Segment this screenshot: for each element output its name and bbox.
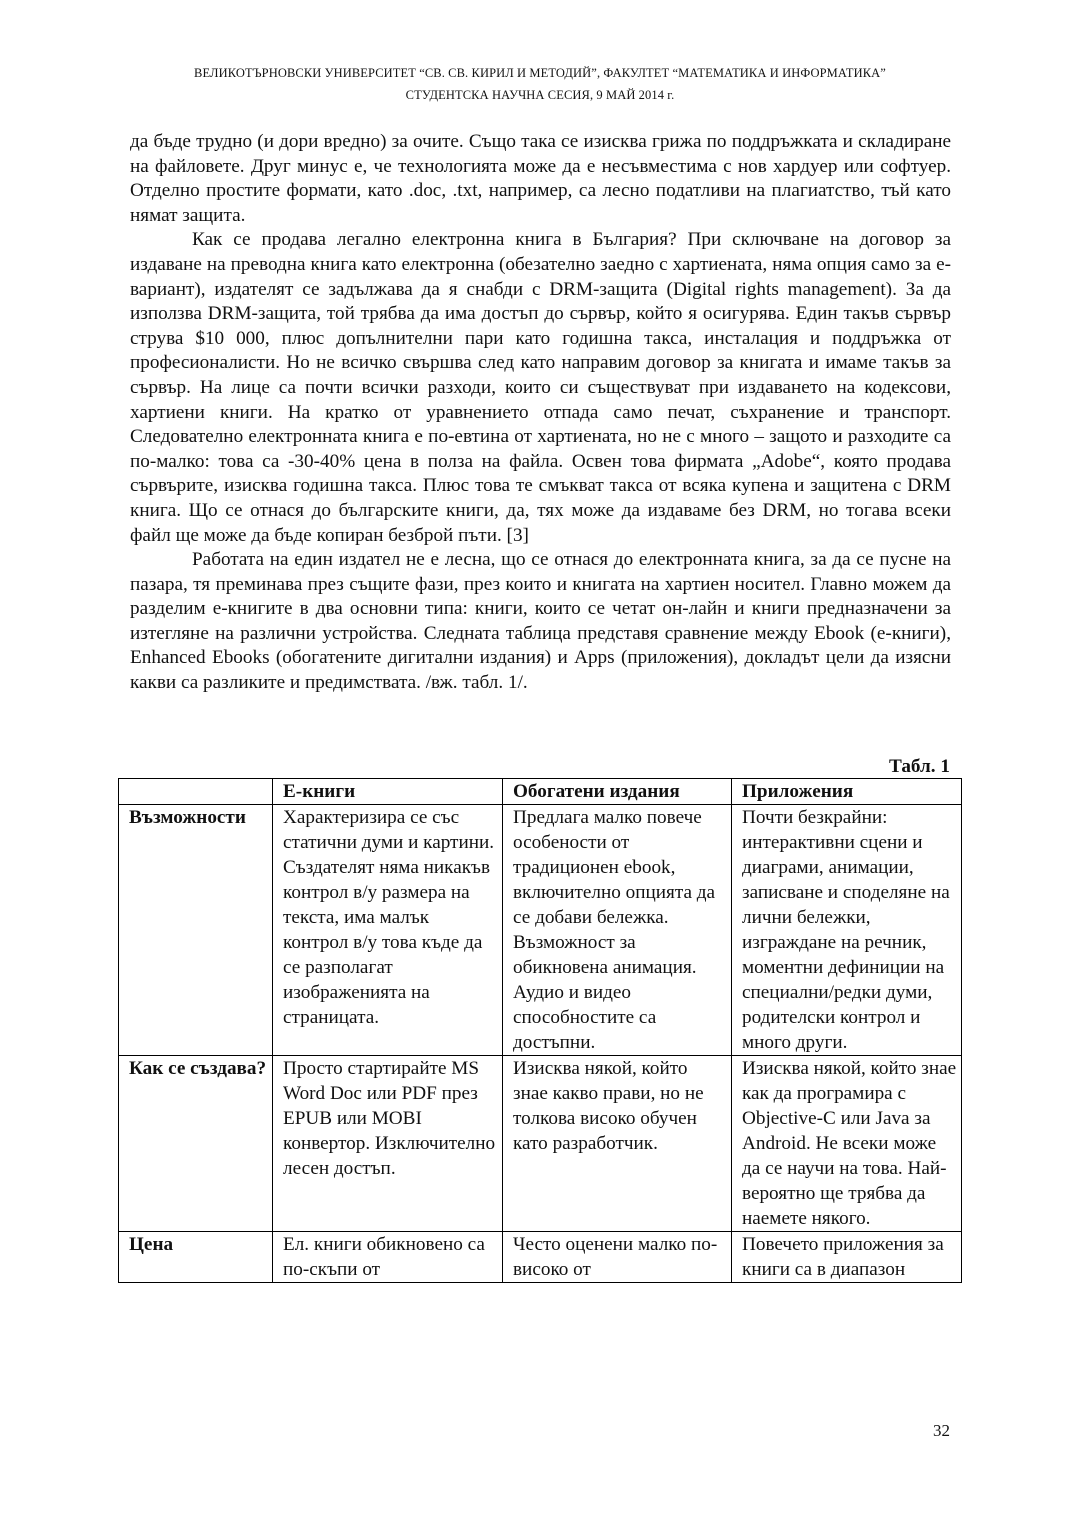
table-label: Табл. 1 <box>889 756 950 777</box>
row-head-capabilities: Възможности <box>119 805 273 1056</box>
table-header-empty <box>119 779 273 805</box>
table-cell: Просто стартирайте MS Word Doc или PDF през EPUB или MOBI конвертор. Изключително лесен достъп. <box>273 1056 503 1232</box>
table-row <box>119 1232 962 1283</box>
table-cell: Предлага малко повече особености от традиционен ebook, включително опцията да се добави бележка. Възможност за обикновена анимация. Аудио и видео способностите са достъпни. <box>503 805 732 1056</box>
table-header-apps: Приложения <box>732 779 962 805</box>
table-cell: Често оценени малко по-високо от <box>503 1232 732 1283</box>
paragraph-publisher-work: Работата на един издател не е лесна, що се отнася до електронната книга, за да се пусне на пазара, тя преминава през същите фази, през които и книгата на хартиен носител. Главно можем да разделим е-книгите в два основни типа: книги, които се четат он-лайн и книги предназначени за изтегляне на различни устройства. Следната таблица представя сравнение между Ebook (е-книги), Enhanced Ebooks (обогатените дигитални издания) и Apps (приложения), докладът цели да изясни какви са разликите и предимствата. /вж. табл. 1/. <box>130 549 951 694</box>
running-header-session: СТУДЕНТСКА НАУЧНА СЕСИЯ, 9 МАЙ 2014 г. <box>405 88 675 102</box>
table-cell: Почти безкрайни: интерактивни сцени и диаграми, анимации, записване и споделяне на лични бележки, изграждане на речник, моментни дефиниции на специални/редки думи, родителски контрол и много други. <box>732 805 962 1056</box>
table-row <box>119 1056 962 1232</box>
paragraph-continuation: да бъде трудно (и дори вредно) за очите. Също така се изисква грижа по поддръжката и складиране на файловете. Друг минус е, че технологията може да е несъвместима с нов хардуер или софтуер. Отделно простите формати, като .doc, .txt, например, са лесно податливи на плагиатство, тъй като нямат защита. <box>130 131 951 226</box>
table-cell: Изисква някой, който знае какво прави, но не толкова високо обучен като разработчик. <box>503 1056 732 1232</box>
paragraph-drm-pricing: Как се продава легално електронна книга в България? При сключване на договор за издаване на преводна книга като електронна (обезателно заедно с хартиената, няма опция само за е-вариант), издателят се задължава да я снабди с DRM-защита (Digital rights management). За да използва DRM-защита, той трябва да има достъп до сървър, който я осигурява. Един такъв сървър струва $10 000, плюс допълнителни пари като годишна такса, инсталация и поддръжка от професионалисти. Но не всичко свършва след като направим договор за книгата и имаме такъв за сървър. На лице са почти всички разходи, които си съществуват при издаването на кодексови, хартиени книги. На кратко от уравнението отпада само печат, съхранение и транспорт. Следователно електронната книга е по-евтина от хартиената, но не с много – защото и разходите са по-малко: това са -30-40% цена в полза на файла. Освен това фирмата „Adobe“, която продава сървърите, изисква годишна такса. Плюс това те смъкват такса от всяка купена и защитена с DRM книга. Що се отнася до българските книги, да, тях може да издаваме без DRM, но тогава всеки файл ще може да бъде копиран безброй пъти. [3] <box>130 229 951 546</box>
comparison-table <box>118 778 962 1283</box>
page-number: 32 <box>933 1421 950 1440</box>
table-cell: Ел. книги обикновено са по-скъпи от <box>273 1232 503 1283</box>
table-cell: Изисква някой, който знае как да програмира с Objective-C или Java за Android. Не всеки може да се научи на това. Най-вероятно ще трябва да наемете някого. <box>732 1056 962 1232</box>
row-head-price: Цена <box>119 1232 273 1283</box>
table-header-enhanced: Обогатени издания <box>503 779 732 805</box>
table-header-ebooks: Е-книги <box>273 779 503 805</box>
row-head-creation: Как се създава? <box>119 1056 273 1232</box>
table-cell: Повечето приложения за книги са в диапазон <box>732 1232 962 1283</box>
table-row <box>119 805 962 1056</box>
running-header-university: ВЕЛИКОТЪРНОВСКИ УНИВЕРСИТЕТ “СВ. СВ. КИРИЛ И МЕТОДИЙ”, ФАКУЛТЕТ “МАТЕМАТИКА И ИНФОРМАТИКА” <box>194 66 886 80</box>
body-text <box>130 130 951 696</box>
table-cell: Характеризира се със статични думи и картини. Създателят няма никакъв контрол в/у размера на текста, има малък контрол в/у това къде да се разполагат изображенията на страницата. <box>273 805 503 1056</box>
table-header-row <box>119 779 962 805</box>
